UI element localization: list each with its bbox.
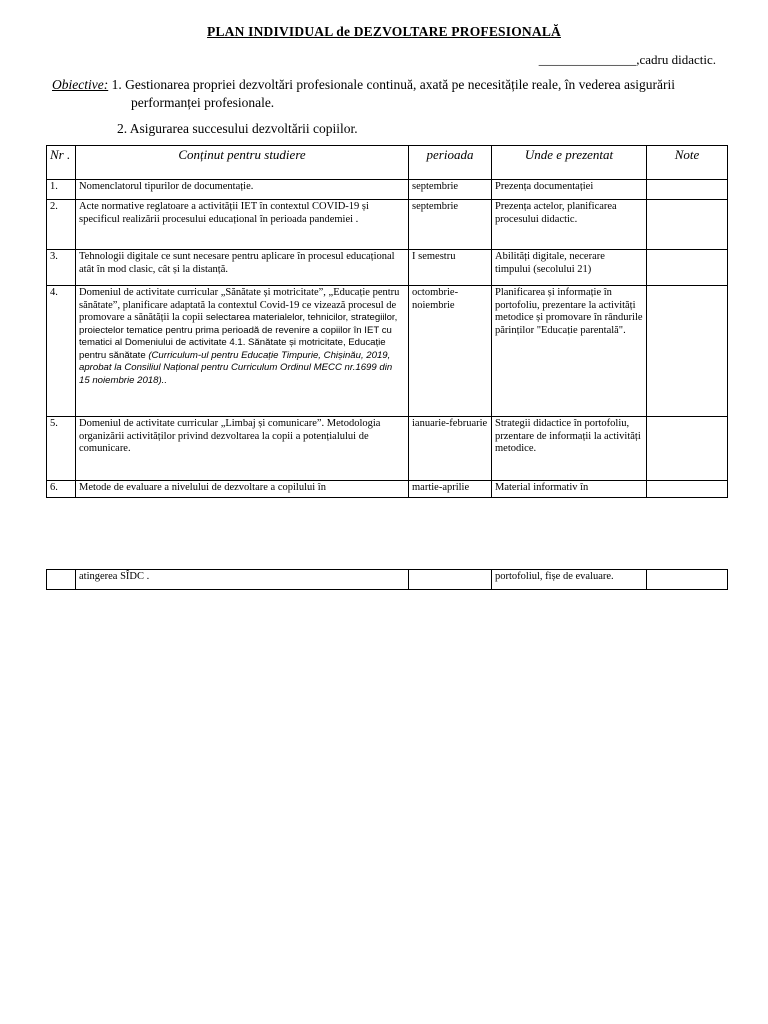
row-notes — [647, 481, 728, 498]
row-nr: 1. — [47, 180, 76, 200]
row-where: Prezența documentației — [492, 180, 647, 200]
objectives-label: Obiective: — [52, 77, 109, 92]
row-where: portofoliul, fișe de evaluare. — [492, 570, 647, 590]
objectives-line-1 — [52, 76, 675, 94]
table-header-row — [47, 146, 728, 180]
header-notes: Note — [647, 146, 728, 180]
row-content: Nomenclatorul tipurilor de documentație. — [76, 180, 409, 200]
row-content — [76, 286, 409, 417]
row-content: Domeniul de activitate curricular „Limbaj și comunicare”. Metodologia organizării activităților privind dezvoltarea la copii a potențialului de comunicare. — [76, 417, 409, 481]
row-period: ianuarie-februarie — [409, 417, 492, 481]
row-where: Material informativ în — [492, 481, 647, 498]
row-content: Metode de evaluare a nivelului de dezvoltare a copilului în — [76, 481, 409, 498]
row-notes — [647, 286, 728, 417]
row-content-serif: Domeniul de activitate curricular „Sănătate și motricitate”, „Educație pentru sănătate”, planificare adaptată la contextul Covid-19 ce vizează procesul de promovare a sănătății la copii — [79, 287, 400, 323]
table-row — [47, 481, 728, 498]
row-nr: 2. — [47, 200, 76, 250]
row-nr: 3. — [47, 250, 76, 286]
row-nr — [47, 570, 76, 590]
row-notes — [647, 570, 728, 590]
header-nr: Nr . — [47, 146, 76, 180]
table-row — [47, 250, 728, 286]
signature-line: _______________,cadru didactic. — [538, 52, 716, 67]
row-notes — [647, 180, 728, 200]
objective-1-continuation: performanței profesionale. — [131, 95, 275, 110]
row-content-citation: (Curriculum-ul pentru Educație Timpurie, Chișinău, 2019, aprobat la Consiliul Național pentru Curriculum Ordinul MECC nr.1699 din 15 noiembrie 2018).. — [79, 349, 393, 386]
table-row — [47, 570, 728, 590]
header-where: Unde e prezentat — [492, 146, 647, 180]
plan-table — [46, 145, 728, 498]
table-row — [47, 180, 728, 200]
document-title: PLAN INDIVIDUAL de DEZVOLTARE PROFESIONALĂ — [207, 24, 561, 39]
row-nr: 4. — [47, 286, 76, 417]
row-nr: 6. — [47, 481, 76, 498]
row-period: septembrie — [409, 180, 492, 200]
row-content: Tehnologii digitale ce sunt necesare pentru aplicare în procesul educațional atât în mod clasic, cât și la distanță. — [76, 250, 409, 286]
row-content: Acte normative reglatoare a activității IET în contextul COVID-19 și specificul realizării procesului educațional în perioada pandemiei . — [76, 200, 409, 250]
row-where: Abilități digitale, necerare timpului (secolului 21) — [492, 250, 647, 286]
objective-1-text: 1. Gestionarea propriei dezvoltări profesionale continuă, axată pe necesitățile reale, în vederea asigurării — [111, 77, 675, 92]
row-where: Prezența actelor, planificarea procesului didactic. — [492, 200, 647, 250]
row-nr: 5. — [47, 417, 76, 481]
row-where: Strategii didactice în portofoliu, przentare de informații la activități metodice. — [492, 417, 647, 481]
row-where: Planificarea și informație în portofoliu, prezentare la activități metodice și promovare în rândurile părinților "Educație parentală". — [492, 286, 647, 417]
row-notes — [647, 250, 728, 286]
row-period: martie-aprilie — [409, 481, 492, 498]
row-content-sans: selectarea materialelor, tehnicilor, strategiilor, proiectelor tematice pentru prima perioadă de revenire a copiilor în IET cu tematici al Domeniului de activitate 4.1. Sănătate și motricitate, Educație pentru sănătate — [79, 312, 398, 361]
table-row — [47, 286, 728, 417]
table-row — [47, 417, 728, 481]
row-notes — [647, 417, 728, 481]
header-period: perioada — [409, 146, 492, 180]
row-period — [409, 570, 492, 590]
row-period: octombrie-noiembrie — [409, 286, 492, 417]
plan-table-continuation — [46, 569, 728, 590]
row-period: I semestru — [409, 250, 492, 286]
table-row — [47, 200, 728, 250]
row-content: atingerea SÎDC . — [76, 570, 409, 590]
header-content: Conținut pentru studiere — [76, 146, 409, 180]
objective-2-text: 2. Asigurarea succesului dezvoltării copiilor. — [117, 121, 358, 136]
row-notes — [647, 200, 728, 250]
row-period: septembrie — [409, 200, 492, 250]
